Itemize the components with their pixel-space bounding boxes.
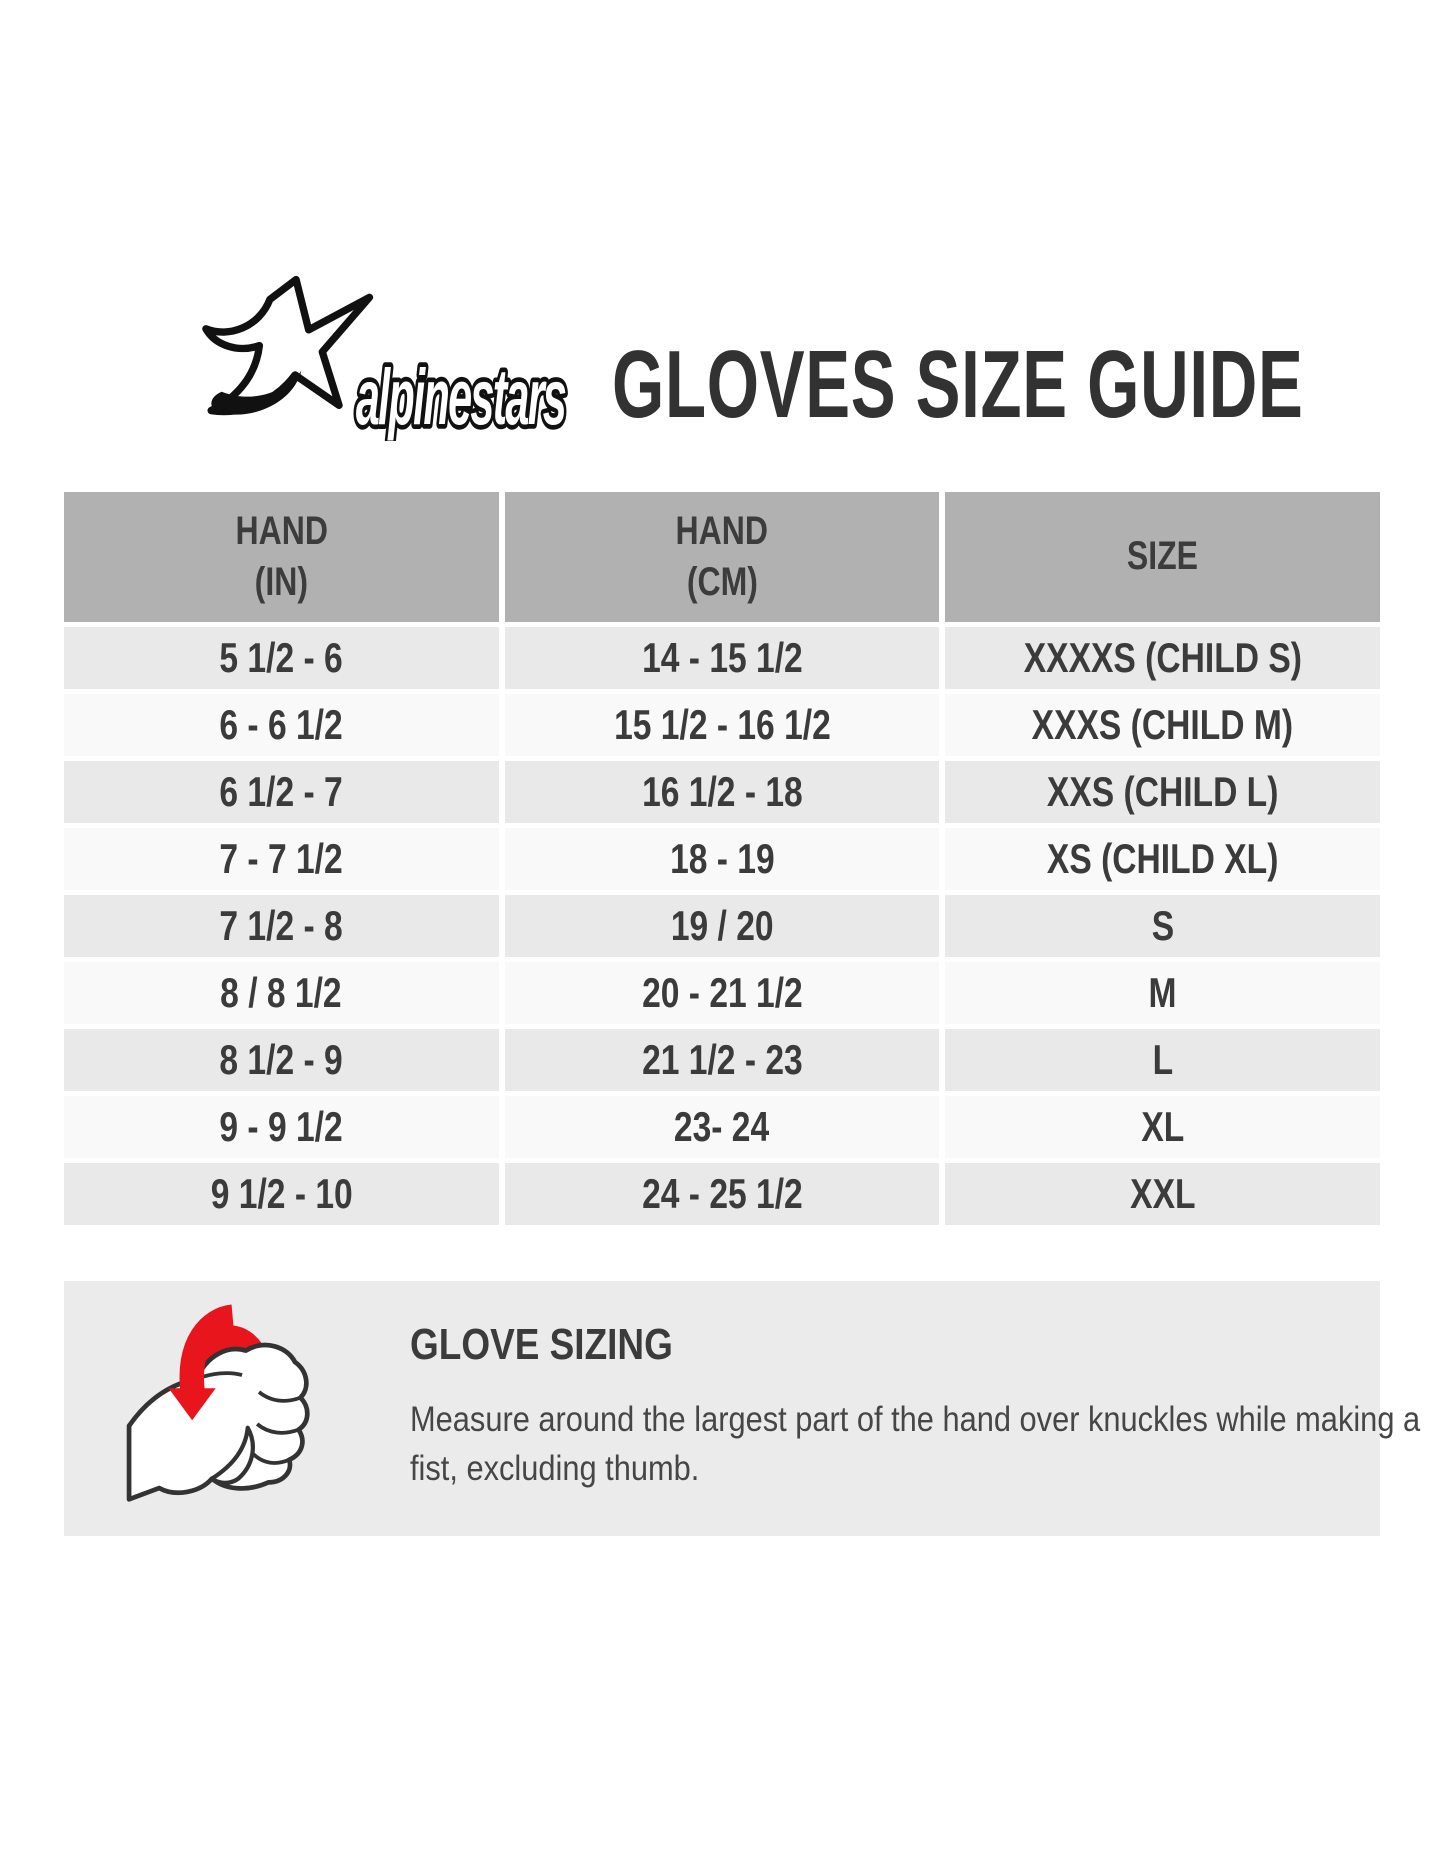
cell-size: XXXS (CHILD M) bbox=[945, 694, 1380, 756]
glove-sizing-panel bbox=[64, 1281, 1421, 1536]
cell-hand-in: 7 1/2 - 8 bbox=[64, 895, 499, 957]
cell-hand-cm: 23- 24 bbox=[505, 1096, 940, 1158]
table-row bbox=[64, 761, 1380, 823]
table-row bbox=[64, 1163, 1380, 1225]
cell-hand-in: 8 1/2 - 9 bbox=[64, 1029, 499, 1091]
cell-size: S bbox=[945, 895, 1380, 957]
cell-hand-cm: 16 1/2 - 18 bbox=[505, 761, 940, 823]
header-cell-size: SIZE bbox=[945, 492, 1380, 622]
table-row bbox=[64, 962, 1380, 1024]
cell-hand-in: 5 1/2 - 6 bbox=[64, 627, 499, 689]
table-row bbox=[64, 1096, 1380, 1158]
glove-sizing-text bbox=[410, 1320, 1445, 1493]
cell-hand-in: 7 - 7 1/2 bbox=[64, 828, 499, 890]
table-row bbox=[64, 1029, 1380, 1091]
cell-hand-in: 6 1/2 - 7 bbox=[64, 761, 499, 823]
cell-hand-cm: 20 - 21 1/2 bbox=[505, 962, 940, 1024]
page-title: GLOVES SIZE GUIDE bbox=[612, 331, 1304, 438]
cell-size: XXS (CHILD L) bbox=[945, 761, 1380, 823]
table-row bbox=[64, 627, 1380, 689]
cell-hand-cm: 18 - 19 bbox=[505, 828, 940, 890]
cell-size: XS (CHILD XL) bbox=[945, 828, 1380, 890]
brand-header bbox=[166, 268, 1445, 441]
size-table bbox=[64, 492, 1380, 1225]
fist-measure-icon bbox=[114, 1295, 340, 1521]
glove-sizing-heading: GLOVE SIZING bbox=[410, 1320, 673, 1369]
glove-sizing-description: Measure around the largest part of the hand over knuckles while making a fist, excluding thumb. bbox=[410, 1400, 1421, 1488]
header-cell-hand-in: HAND (IN) bbox=[64, 492, 499, 622]
cell-size: XXL bbox=[945, 1163, 1380, 1225]
cell-size: XXXXS (CHILD S) bbox=[945, 627, 1380, 689]
cell-hand-in: 9 1/2 - 10 bbox=[64, 1163, 499, 1225]
cell-hand-cm: 24 - 25 1/2 bbox=[505, 1163, 940, 1225]
header-cell-hand-cm: HAND (CM) bbox=[505, 492, 940, 622]
cell-hand-cm: 14 - 15 1/2 bbox=[505, 627, 940, 689]
table-header-row bbox=[64, 492, 1380, 622]
cell-size: L bbox=[945, 1029, 1380, 1091]
cell-size: XL bbox=[945, 1096, 1380, 1158]
alpinestars-logo bbox=[166, 268, 596, 441]
cell-size: M bbox=[945, 962, 1380, 1024]
logo-star-icon bbox=[166, 268, 596, 441]
table-row bbox=[64, 895, 1380, 957]
cell-hand-cm: 21 1/2 - 23 bbox=[505, 1029, 940, 1091]
cell-hand-cm: 19 / 20 bbox=[505, 895, 940, 957]
cell-hand-in: 6 - 6 1/2 bbox=[64, 694, 499, 756]
cell-hand-in: 9 - 9 1/2 bbox=[64, 1096, 499, 1158]
cell-hand-cm: 15 1/2 - 16 1/2 bbox=[505, 694, 940, 756]
logo-wordmark: alpinestars bbox=[355, 354, 566, 441]
table-row bbox=[64, 828, 1380, 890]
table-row bbox=[64, 694, 1380, 756]
cell-hand-in: 8 / 8 1/2 bbox=[64, 962, 499, 1024]
